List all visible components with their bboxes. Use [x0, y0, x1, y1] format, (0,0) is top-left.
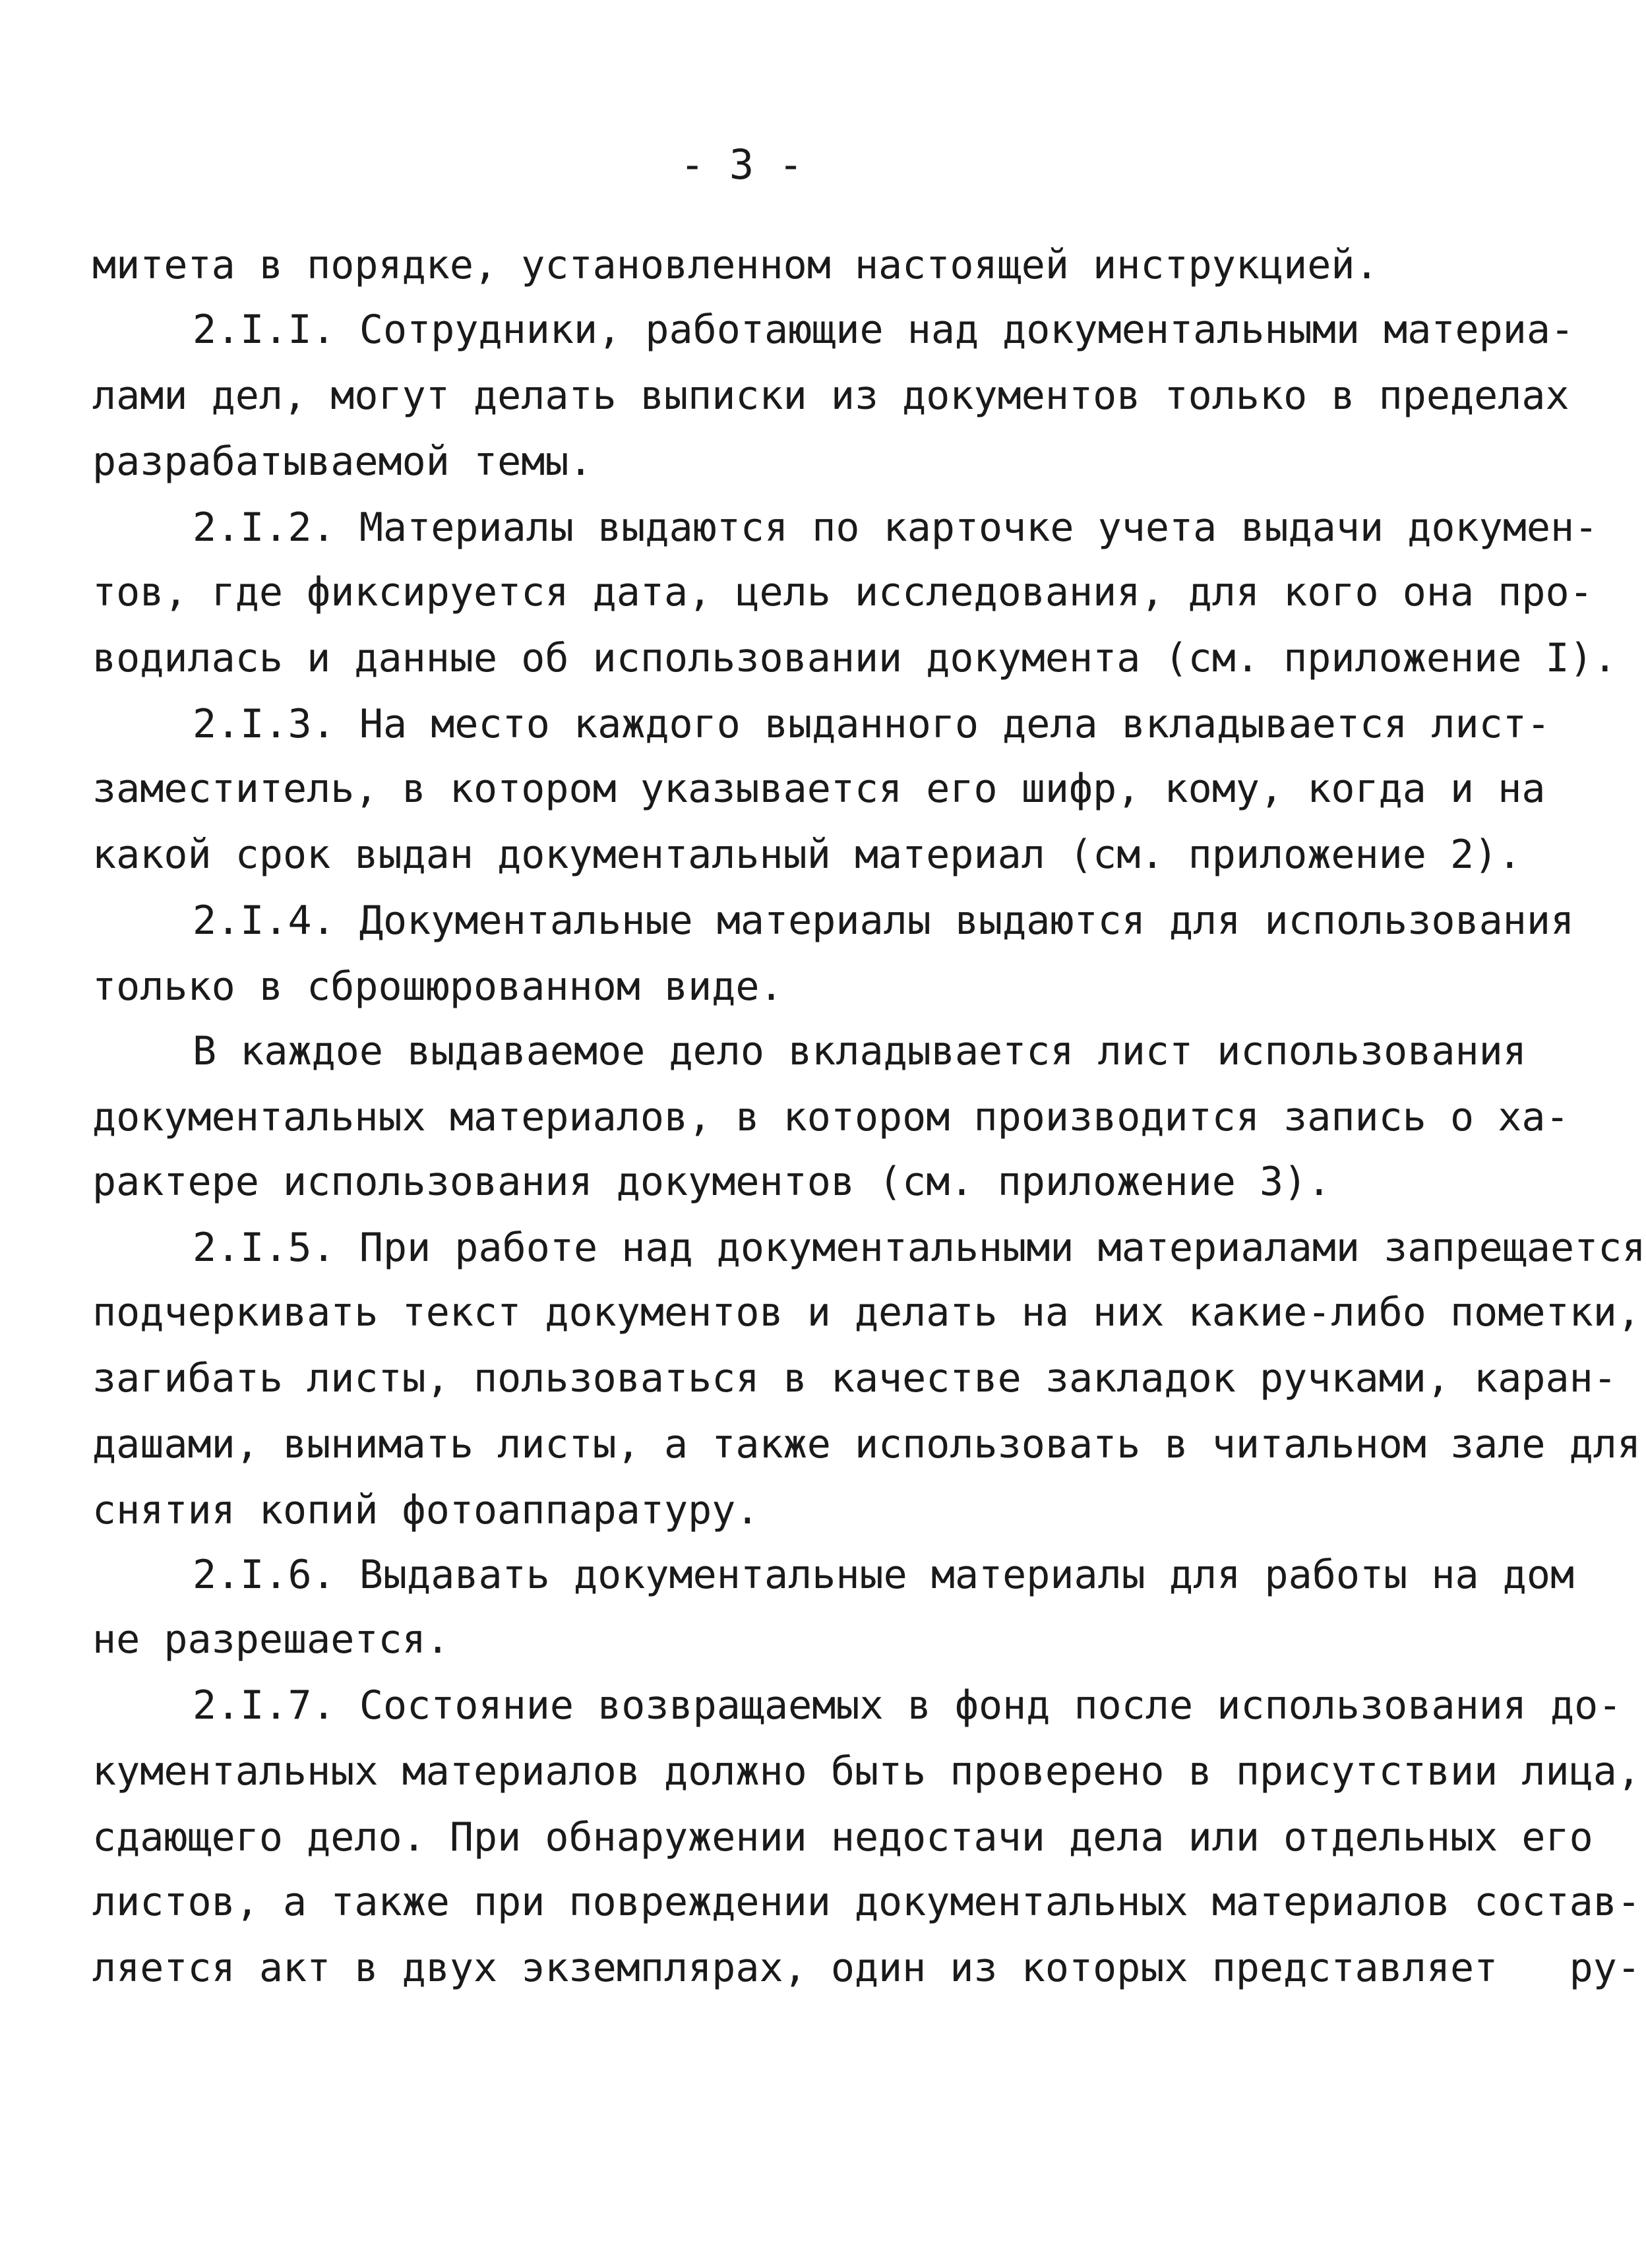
text-line: подчеркивать текст документов и делать на них какие-либо пометки,	[92, 1289, 1641, 1335]
paragraph-first-line: 2.I.I. Сотрудники, работающие над документальными материа-	[193, 307, 1575, 353]
text-line: только в сброшюрованном виде.	[92, 964, 783, 1010]
text-line: кументальных материалов должно быть проверено в присутствии лица,	[92, 1748, 1641, 1794]
text-line: заместитель, в котором указывается его шифр, кому, когда и на	[92, 766, 1546, 812]
text-line: водилась и данные об использовании документа (см. приложение I).	[92, 635, 1617, 681]
paragraph-first-line: 2.I.5. При работе над документальными материалами запрещается	[193, 1225, 1646, 1271]
paragraph-first-line: 2.I.4. Документальные материалы выдаются для использования	[193, 898, 1575, 944]
text-line: разрабатываемой темы.	[92, 439, 593, 485]
paragraph-first-line: 2.I.3. На место каждого выданного дела вкладывается лист-	[193, 701, 1551, 747]
text-line: ляется акт в двух экземплярах, один из которых представляет ру-	[92, 1945, 1641, 1991]
text-line: лами дел, могут делать выписки из документов только в пределах	[92, 373, 1570, 419]
text-line: снятия копий фотоаппаратуру.	[92, 1487, 760, 1533]
text-line: загибать листы, пользоваться в качестве закладок ручками, каран-	[92, 1355, 1617, 1401]
page-number: - 3 -	[680, 140, 803, 189]
text-line: какой срок выдан документальный материал (см. приложение 2).	[92, 832, 1522, 878]
paragraph-first-line: 2.I.2. Материалы выдаются по карточке учета выдачи докумен-	[193, 505, 1599, 551]
paragraph-first-line: В каждое выдаваемое дело вкладывается лист использования	[193, 1028, 1527, 1074]
text-line: дашами, вынимать листы, а также использовать в читальном зале для	[92, 1421, 1641, 1467]
text-line: рактере использования документов (см. приложение 3).	[92, 1159, 1331, 1205]
text-line: митета в порядке, установленном настоящей инструкцией.	[92, 242, 1379, 288]
paragraph-first-line: 2.I.7. Состояние возвращаемых в фонд после использования до-	[193, 1682, 1622, 1729]
text-line: документальных материалов, в котором производится запись о ха-	[92, 1094, 1570, 1140]
text-line: листов, а также при повреждении документальных материалов состав-	[92, 1879, 1641, 1925]
paragraph-first-line: 2.I.6. Выдавать документальные материалы для работы на дом	[193, 1552, 1575, 1598]
text-line: не разрешается.	[92, 1616, 450, 1663]
text-line: сдающего дело. При обнаружении недостачи дела или отдельных его	[92, 1814, 1593, 1860]
text-line: тов, где фиксируется дата, цель исследования, для кого она про-	[92, 569, 1593, 615]
